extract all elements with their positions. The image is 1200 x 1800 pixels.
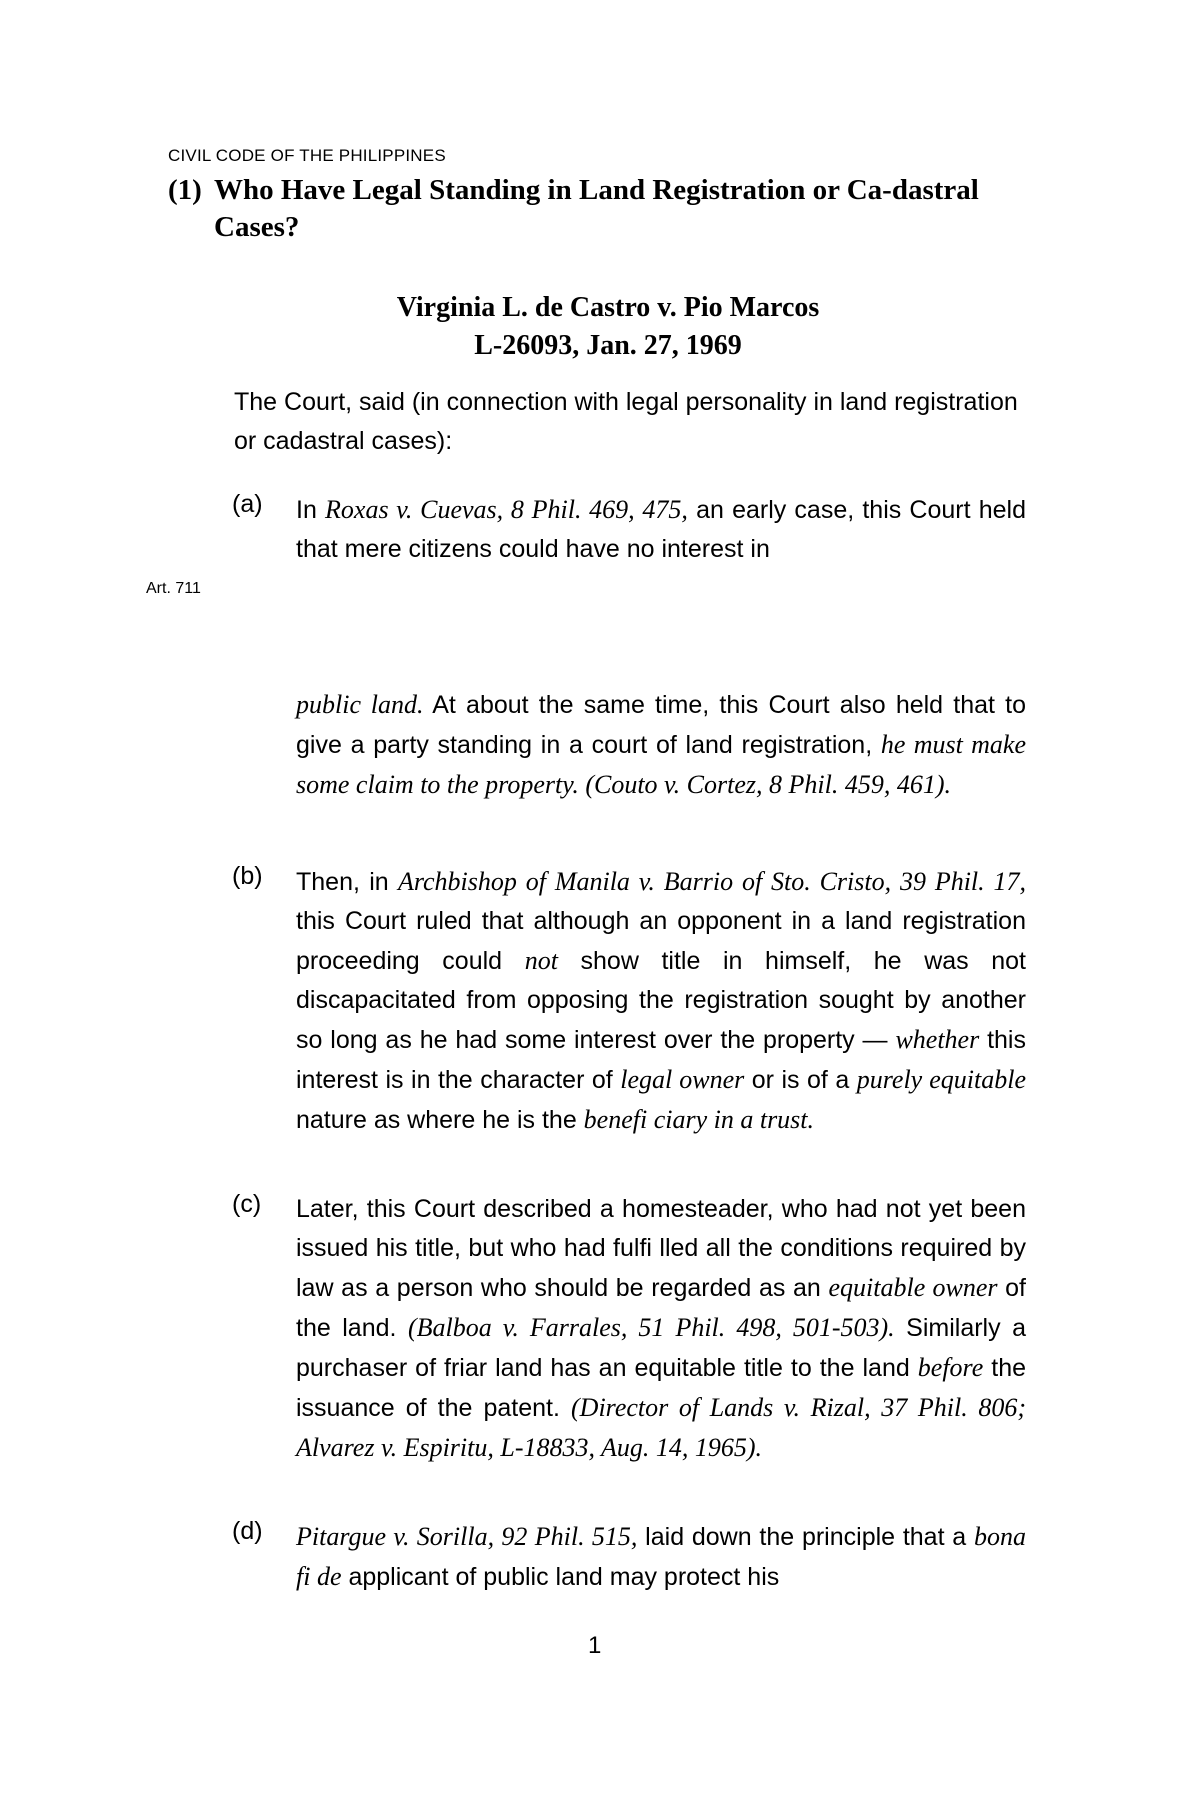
item-a-continuation: [296, 685, 1026, 805]
item-d-citation: Pitargue v. Sorilla, 92 Phil. 515,: [296, 1522, 638, 1551]
section-number: (1): [168, 174, 202, 206]
item-a-citation: Roxas v. Cuevas, 8 Phil. 469, 475,: [325, 495, 688, 524]
item-b-italic-equitable: purely equitable: [856, 1065, 1026, 1094]
item-b-text-6: nature as where he is the: [296, 1106, 584, 1134]
item-c-text-4: the issuance of the patent.: [296, 1354, 1027, 1422]
item-c-italic-before: before: [917, 1353, 984, 1382]
item-d-label: (d): [232, 1517, 263, 1545]
item-b-citation: Archbishop of Manila v. Barrio of Sto. Cristo, 39 Phil. 17,: [397, 867, 1026, 896]
item-c-text-2: of the land.: [296, 1274, 1026, 1342]
intro-paragraph: The Court, said (in connection with legal personality in land registration or cadastral cases):: [234, 388, 1018, 455]
item-b-italic-not: not: [524, 946, 558, 975]
item-c-text: [296, 1190, 1026, 1468]
item-a-text: [296, 490, 1026, 569]
item-b-italic-legal-owner: legal owner: [620, 1065, 745, 1094]
page-number: 1: [588, 1632, 602, 1659]
item-d-italic-bona-fide: bona fi de: [296, 1522, 1026, 1591]
case-citation: L-26093, Jan. 27, 1969: [474, 330, 742, 361]
item-a-label: (a): [232, 490, 263, 518]
item-a-text-1: In: [296, 496, 326, 524]
item-d-text: [296, 1517, 1026, 1597]
item-c-italic-equitable-owner: equitable owner: [828, 1273, 998, 1302]
item-b-text: [296, 862, 1026, 1140]
item-b-text-4: this interest is in the character of: [296, 1026, 1026, 1094]
section-title: Who Have Legal Standing in Land Registration or Ca-dastral Cases?: [214, 174, 979, 243]
item-c-text-3: Similarly a purchaser of friar land has an equitable title to the land: [296, 1314, 1027, 1382]
item-d-text-2: applicant of public land may protect his: [341, 1563, 780, 1591]
item-d-text-1: laid down the principle that a: [637, 1523, 974, 1551]
item-b-text-5: or is of a: [744, 1066, 857, 1094]
item-c-citation-1: (Balboa v. Farrales, 51 Phil. 498, 501-503).: [407, 1313, 895, 1342]
item-b-italic-whether: whether: [895, 1025, 980, 1054]
item-c-citation-2: (Director of Lands v. Rizal, 37 Phil. 806; Alvarez v. Espiritu, L-18833, Aug. 14, 1965).: [296, 1393, 1026, 1462]
item-a-cont-text-1: At about the same time, this Court also held that to give a party standing in a court of land registration,: [296, 691, 1026, 759]
item-c-label: (c): [232, 1190, 262, 1218]
item-a-text-2: an early case, this Court held that mere citizens could have no interest in: [296, 496, 1027, 563]
item-b-text-2: this Court ruled that although an opponent in a land registration proceeding could: [296, 907, 1026, 975]
case-name: Virginia L. de Castro v. Pio Marcos: [396, 292, 820, 323]
item-a-cont-italic-1: public land.: [296, 690, 424, 719]
article-reference: Art. 711: [146, 580, 201, 597]
item-b-italic-trust: benefi ciary in a trust.: [583, 1105, 815, 1134]
item-c-text-1: Later, this Court described a homesteader, who had not yet been issued his title, but who had fulfi lled all the conditions required by law as a person who should be regarded as an: [296, 1195, 1026, 1302]
running-header: CIVIL CODE OF THE PHILIPPINES: [168, 146, 446, 165]
item-b-label: (b): [232, 862, 263, 890]
item-b-text-3: show title in himself, he was not discapacitated from opposing the registration sought by another so long as he had some interest over the property —: [296, 947, 1026, 1054]
item-b-text-1: Then, in: [296, 868, 398, 896]
item-a-cont-italic-2: he must make some claim to the property. (Couto v. Cortez, 8 Phil. 459, 461).: [296, 730, 1027, 799]
